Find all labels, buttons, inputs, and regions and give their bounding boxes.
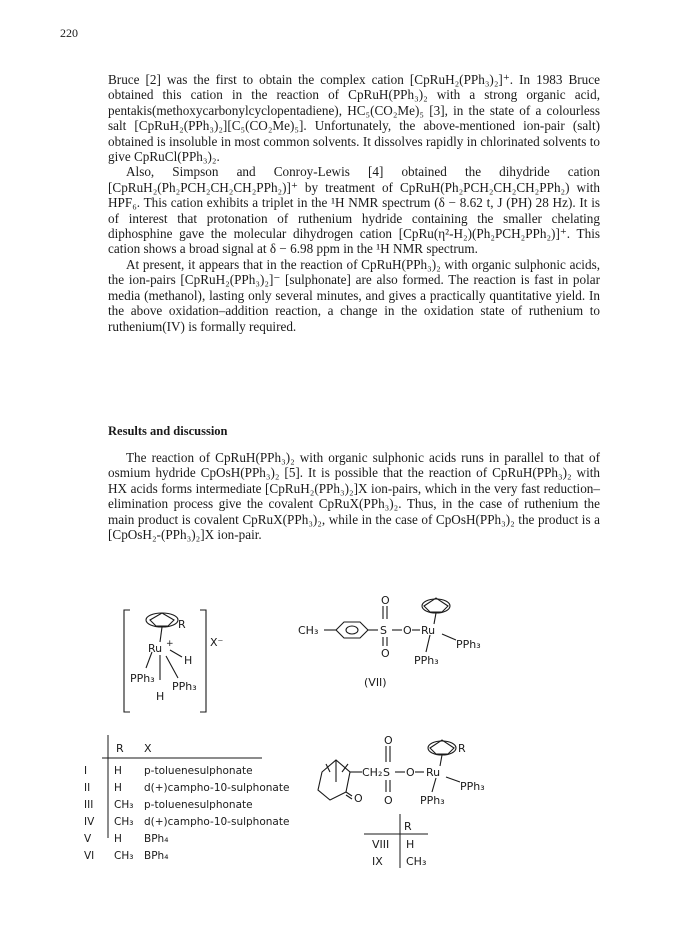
cation-pph3-b: PPh₃ [172, 680, 197, 693]
structure-cation [124, 610, 206, 712]
section-heading: Results and discussion [108, 424, 228, 438]
vii-ru: Ru [421, 624, 436, 637]
small-table-r: CH₃ [406, 855, 427, 868]
table-row-r: H [114, 765, 122, 777]
table-row-x: d(+)campho-10-sulphonate [144, 816, 290, 828]
vii-o-bottom: O [381, 647, 390, 660]
vii-label: (VII) [364, 676, 387, 689]
camphor-pph3-a: PPh₃ [460, 780, 485, 793]
structure-vii [324, 598, 456, 652]
vii-pph3-b: PPh₃ [414, 654, 439, 667]
table-header-x: X [144, 742, 152, 755]
camphor-pph3-b: PPh₃ [420, 794, 445, 807]
results-paragraph: The reaction of CpRuH(PPh₃)₂ with organic sulphonic acids runs in parallel to that of osmium hydride CpOsH(PPh₃)₂ [5]. It is possible that the reaction of CpRuH(PPh₃)₂ with HX acids forms intermediate [CpRuH₂(PPh₃)₂]X ion-pairs, which in the very fast reduction–elimination process give the covalent CpRuX(PPh₃)₂. Thus, in the case of ruthenium the main product is covalent CpRuX(PPh₃)₂, while in the case of CpOsH(PPh₃)₂ the product is a [CpOsH₂-(PPh₃)₂]X ion-pair. [108, 450, 600, 543]
table-row-num: VI [84, 850, 95, 862]
table-row-r: CH₃ [114, 816, 134, 828]
table-row-r: CH₃ [114, 799, 134, 811]
table-row-x: d(+)campho-10-sulphonate [144, 782, 290, 794]
vii-o-link: O [403, 624, 412, 637]
table-row-num: I [84, 765, 88, 777]
small-table-num: IX [372, 855, 383, 868]
small-table-num: VIII [372, 838, 390, 851]
vii-ch3: CH₃ [298, 624, 319, 637]
camphor-o-top: O [384, 734, 393, 747]
table-row-x: p-toluenesulphonate [144, 765, 253, 777]
cation-r: R [178, 618, 186, 631]
vii-s: S [380, 624, 387, 637]
table-row-num: II [84, 782, 91, 794]
table-row-r: CH₃ [114, 850, 134, 862]
camphor-r: R [458, 742, 466, 755]
cation-h1: H [184, 654, 193, 667]
vii-pph3-a: PPh₃ [456, 638, 481, 651]
cation-ru: Ru [148, 642, 163, 655]
camphor-o-link: O [406, 766, 415, 779]
camphor-s: S [383, 766, 390, 779]
table-row-r: H [114, 782, 122, 794]
page-number: 220 [60, 26, 78, 40]
paragraph-2: Also, Simpson and Conroy-Lewis [4] obtained the dihydride cation [CpRuH₂(Ph₂PCH₂CH₂CH₂PPh₂)]⁺ by treatment of CpRuH(Ph₂PCH₂CH₂CH₂PPh₂) with HPF₆. This cation exhibits a triplet in the ¹H NMR spectrum (δ − 8.62 t, J (PH) 28 Hz). It is of interest that protonation of ruthenium hydride containing the smaller chelating diphosphine gave the molecular dihydrogen cation [CpRu(η²-H₂)(Ph₂PCH₂PPh₂)]⁺. This cation shows a broad signal at δ − 6.98 ppm in the ¹H NMR spectrum. [108, 164, 600, 257]
camphor-ch2: CH₂ [362, 766, 383, 779]
table-row-r: H [114, 833, 122, 845]
table-row-x: BPh₄ [144, 833, 169, 845]
table-header-r: R [116, 742, 124, 755]
cation-h2: H [156, 690, 165, 703]
table-row-num: IV [84, 816, 95, 828]
table-row-x: BPh₄ [144, 850, 169, 862]
camphor-ketone-o: O [354, 792, 363, 805]
cation-pph3-a: PPh₃ [130, 672, 155, 685]
table-row-num: III [84, 799, 94, 811]
camphor-ru: Ru [426, 766, 441, 779]
vii-o-top: O [381, 594, 390, 607]
cation-anion: X⁻ [210, 636, 224, 649]
camphor-o-bottom: O [384, 794, 393, 807]
paragraph-1: Bruce [2] was the first to obtain the complex cation [CpRuH₂(PPh₃)₂]⁺. In 1983 Bruce obtained this cation in the reaction of CpRuH(PPh₃)₂ with a strong organic acid, pentakis(methoxycarbonylcyclopentadiene), HC₅(CO₂Me)₅ [3], in the state of a colourless salt [CpRuH₂(PPh₃)₂][C₅(CO₂Me)₅]. Unfortunately, the above-mentioned ion-pair (salt) obtained is insoluble in most common solvents. It dissolves rapidly in chlorinated solvents to give CpRuCl(PPh₃)₂. [108, 72, 600, 165]
table-row-x: p-toluenesulphonate [144, 799, 253, 811]
small-table-header: R [404, 820, 412, 833]
cation-charge: + [166, 639, 174, 649]
paragraph-3: At present, it appears that in the reaction of CpRuH(PPh₃)₂ with organic sulphonic acids, the ion-pairs [CpRuH₂(PPh₃)₂]⁻ [sulphonate] are also formed. The reaction is fast in polar media (methanol), lasting only several minutes, and gives a practically quantitative yield. In the above oxidation–addition reaction, a change in the oxidation state of ruthenium to ruthenium(IV) is formally required. [108, 256, 600, 334]
small-table-r: H [406, 838, 415, 851]
table-row-num: V [84, 833, 92, 845]
